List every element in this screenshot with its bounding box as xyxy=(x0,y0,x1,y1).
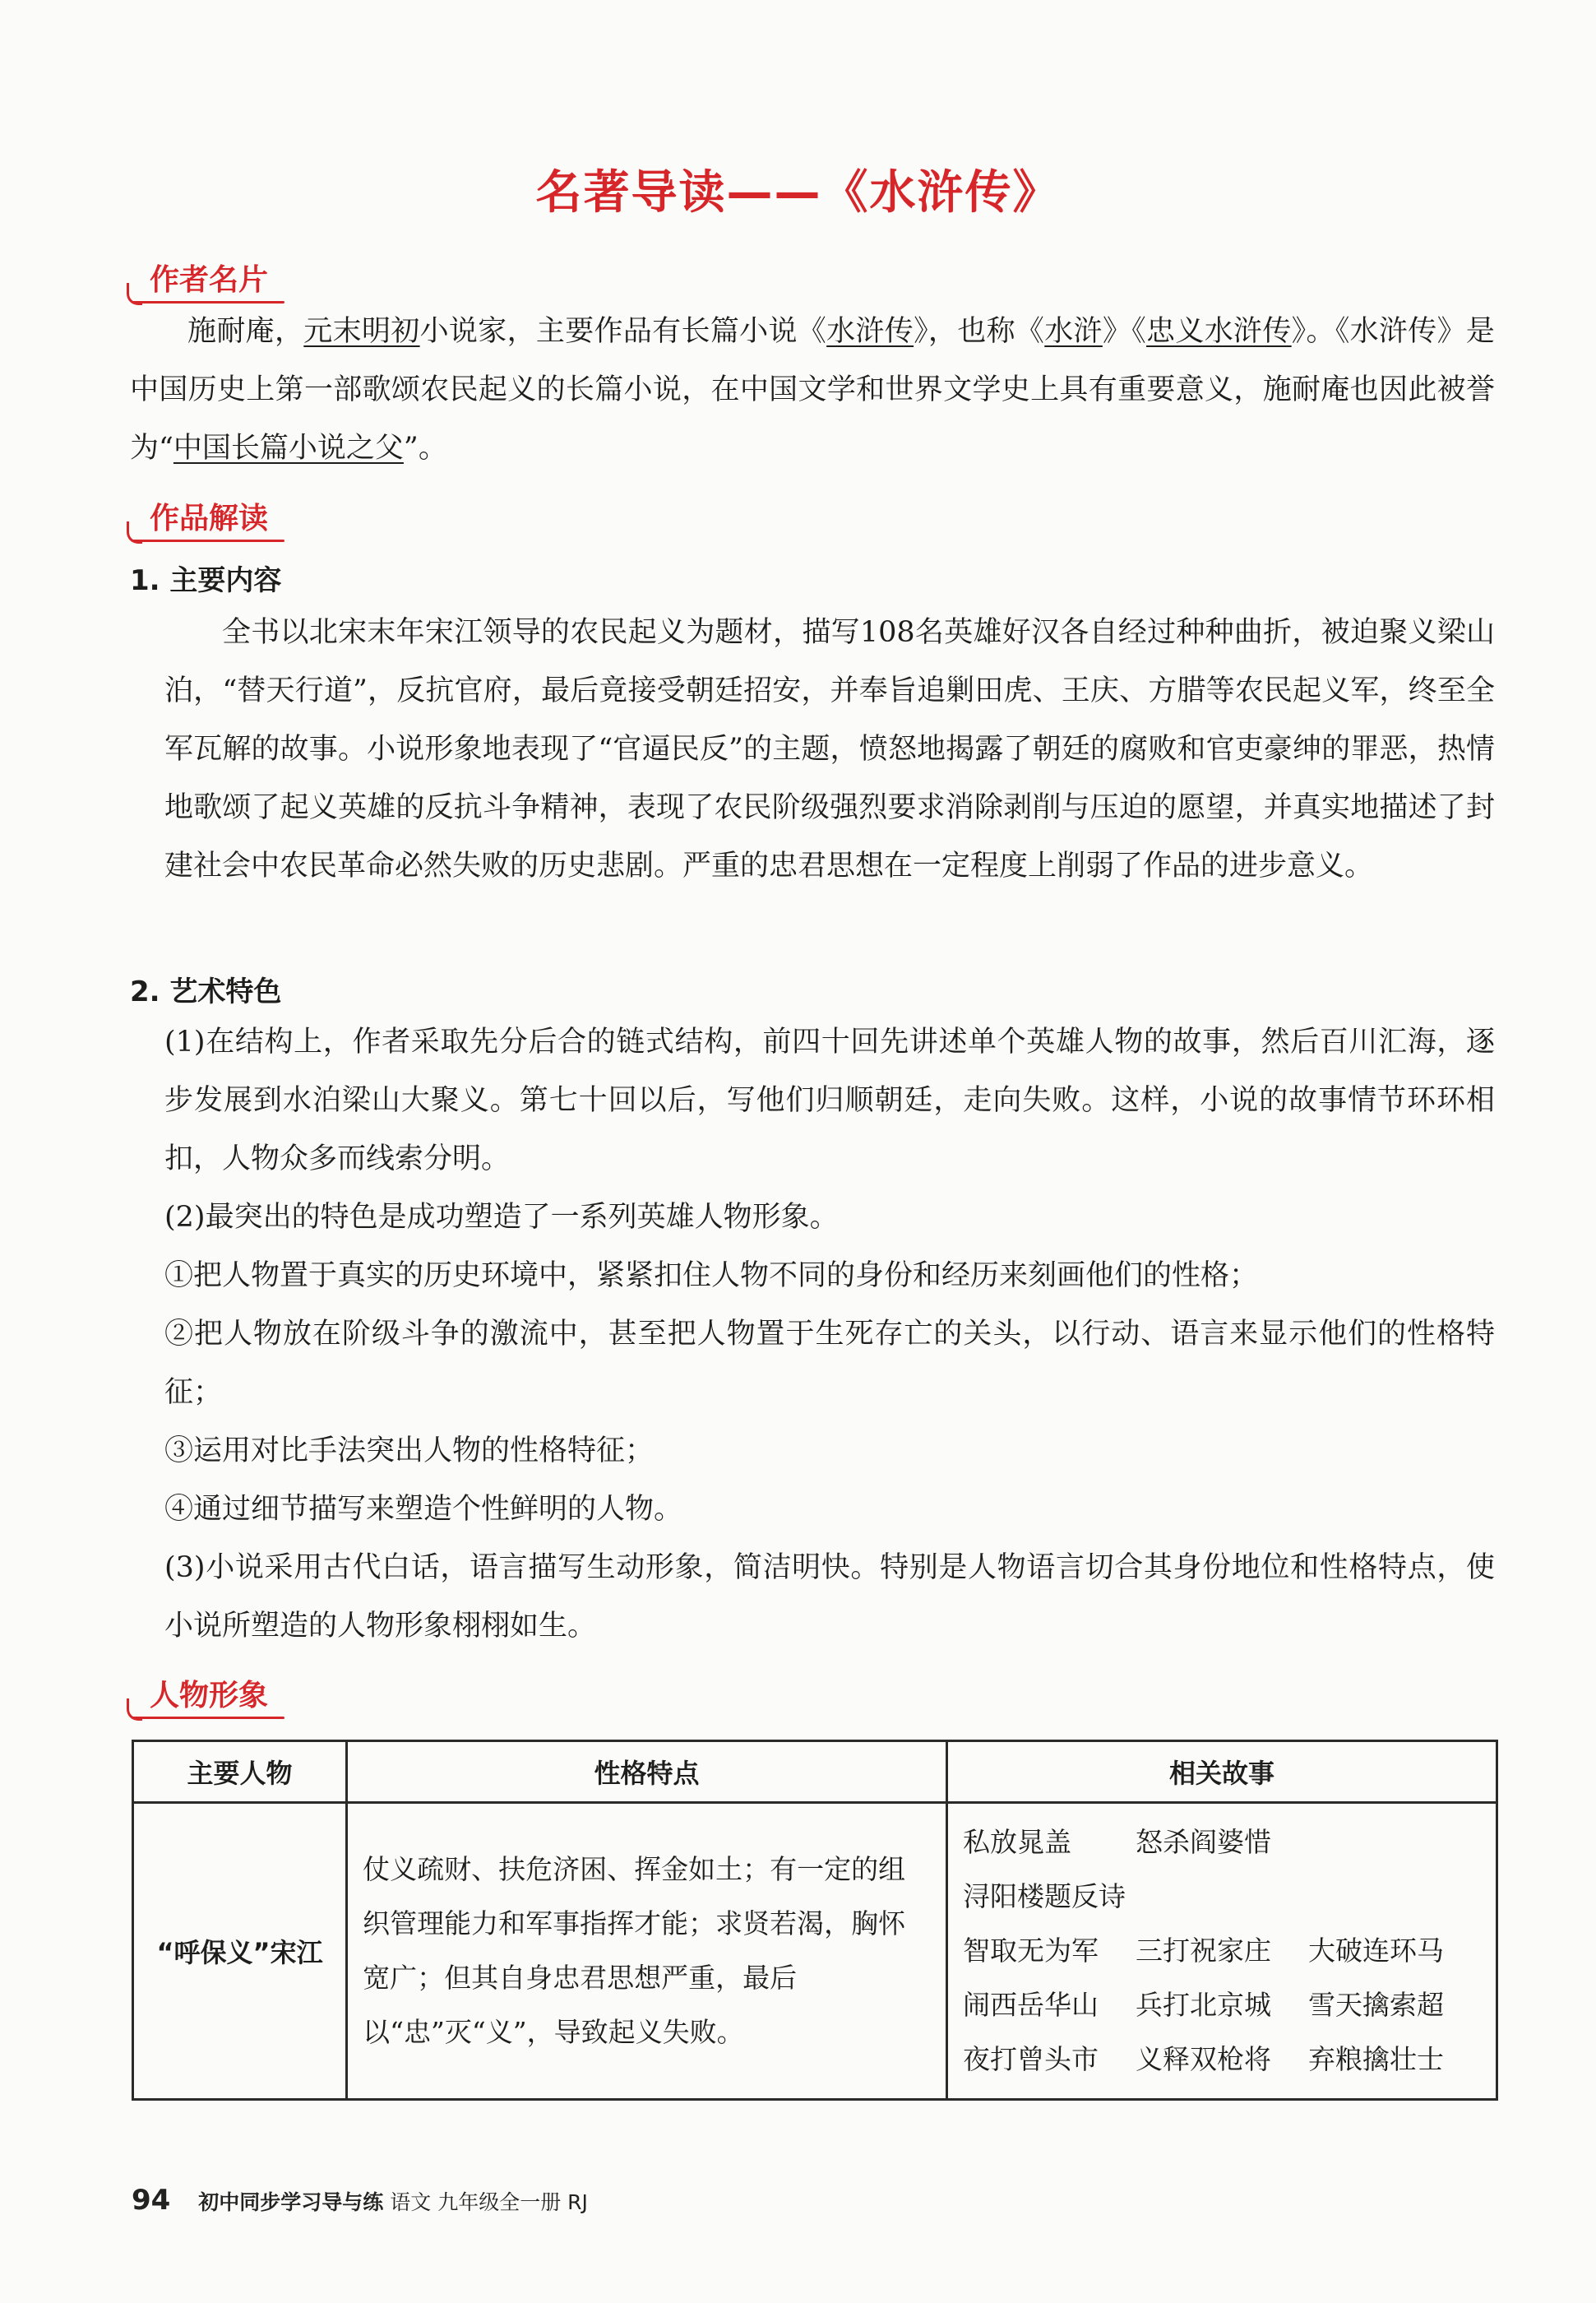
book-meta: 语文 九年级全一册 RJ xyxy=(390,2190,588,2214)
work-alias-2: 忠义水浒传 xyxy=(1146,315,1292,348)
art-paragraph-3: (3)小说采用古代白话，语言描写生动形象，简洁明快。特别是人物语言切合其身份地位和性格特点，使小说所塑造的人物形象栩栩如生。 xyxy=(164,1551,1495,1643)
table-header-row xyxy=(133,1741,1497,1803)
page-number: 94 xyxy=(132,2184,171,2217)
subheading-content: 1. 主要内容 xyxy=(130,564,282,597)
section-heading-characters: 人物形象 xyxy=(132,1672,285,1719)
character-table xyxy=(132,1740,1498,2101)
art-paragraph-1: (1)在结构上，作者采取先分后合的链式结构，前四十回先讲述单个英雄人物的故事，然后百川汇海，逐步发展到水泊梁山大聚义。第七十回以后，写他们归顺朝廷，走向失败。这样，小说的故事情节环环相扣，人物众多而线索分明。 xyxy=(164,1026,1495,1175)
art-paragraph-2: (2)最突出的特色是成功塑造了一系列英雄人物形象。 xyxy=(164,1201,839,1234)
story-item: 怒杀阎婆惜 xyxy=(1135,1826,1271,1858)
page-title: 名著导读——《水浒传》 xyxy=(535,166,1061,220)
character-traits: 仗义疏财、扶危济困、挥金如土；有一定的组织管理能力和军事指挥才能；求贤若渴，胸怀宽广；但其自身忠君思想严重，最后以“忠”灭“义”，导致起义失败。 xyxy=(347,1803,947,2100)
art-point-2: ②把人物放在阶级斗争的激流中，甚至把人物置于生死存亡的关头，以行动、语言来显示他们的性格特征； xyxy=(164,1318,1495,1409)
story-item: 私放晁盖 xyxy=(962,1826,1071,1858)
author-honor: 中国长篇小说之父 xyxy=(173,432,404,465)
section-heading-author: 作者名片 xyxy=(132,257,285,304)
section-heading-work: 作品解读 xyxy=(132,495,285,542)
story-item: 浔阳楼题反诗 xyxy=(962,1880,1126,1912)
table-header: 主要人物 xyxy=(133,1741,347,1803)
work-alias-1: 水浒 xyxy=(1044,315,1103,348)
story-item: 弃粮擒壮士 xyxy=(1307,2043,1444,2075)
character-name: “呼保义”宋江 xyxy=(133,1803,347,2100)
work-title: 水浒传 xyxy=(826,315,914,348)
subheading-art: 2. 艺术特色 xyxy=(130,975,282,1008)
page-footer xyxy=(132,2184,588,2217)
story-item: 夜打曾头市 xyxy=(962,2043,1099,2075)
author-era: 元末明初 xyxy=(303,315,420,348)
table-header: 相关故事 xyxy=(946,1741,1497,1803)
table-header: 性格特点 xyxy=(347,1741,947,1803)
story-item: 智取无为军 xyxy=(962,1935,1099,1967)
art-point-4: ④通过细节描写来塑造个性鲜明的人物。 xyxy=(164,1493,683,1526)
art-point-3: ③运用对比手法突出人物的性格特征； xyxy=(164,1434,655,1467)
story-item: 大破连环马 xyxy=(1307,1935,1444,1967)
content-paragraph: 全书以北宋末年宋江领导的农民起义为题材，描写108名英雄好汉各自经过种种曲折，被迫聚义梁山泊，“替天行道”，反抗官府，最后竟接受朝廷招安，并奉旨追剿田虎、王庆、方腊等农民起义军，终至全军瓦解的故事。小说形象地表现了“官逼民反”的主题，愤怒地揭露了朝廷的腐败和官吏豪绅的罪恶，热情地歌颂了起义英雄的反抗斗争精神，表现了农民阶级强烈要求消除剥削与压迫的愿望，并真实地描述了封建社会中农民革命必然失败的历史悲剧。严重的忠君思想在一定程度上削弱了作品的进步意义。 xyxy=(164,616,1495,883)
character-stories xyxy=(946,1803,1497,2100)
story-item xyxy=(1308,1815,1481,1870)
story-item: 三打祝家庄 xyxy=(1135,1935,1271,1967)
story-item: 义释双枪将 xyxy=(1135,2043,1271,2075)
author-paragraph: 施耐庵，元末明初小说家，主要作品有长篇小说《水浒传》，也称《水浒》《忠义水浒传》。《水浒传》是中国历史上第一部歌颂农民起义的长篇小说，在中国文学和世界文学史上具有重要意义，施耐庵也因此被誉为“中国长篇小说之父”。 xyxy=(130,315,1495,465)
story-item: 闹西岳华山 xyxy=(962,1989,1099,2021)
story-item: 兵打北京城 xyxy=(1135,1989,1271,2021)
story-item: 雪天擒索超 xyxy=(1307,1989,1444,2021)
table-row xyxy=(133,1803,1497,2100)
book-title: 初中同步学习导与练 xyxy=(198,2190,384,2214)
art-point-1: ①把人物置于真实的历史环境中，紧紧扣住人物不同的身份和经历来刻画他们的性格； xyxy=(164,1259,1259,1292)
